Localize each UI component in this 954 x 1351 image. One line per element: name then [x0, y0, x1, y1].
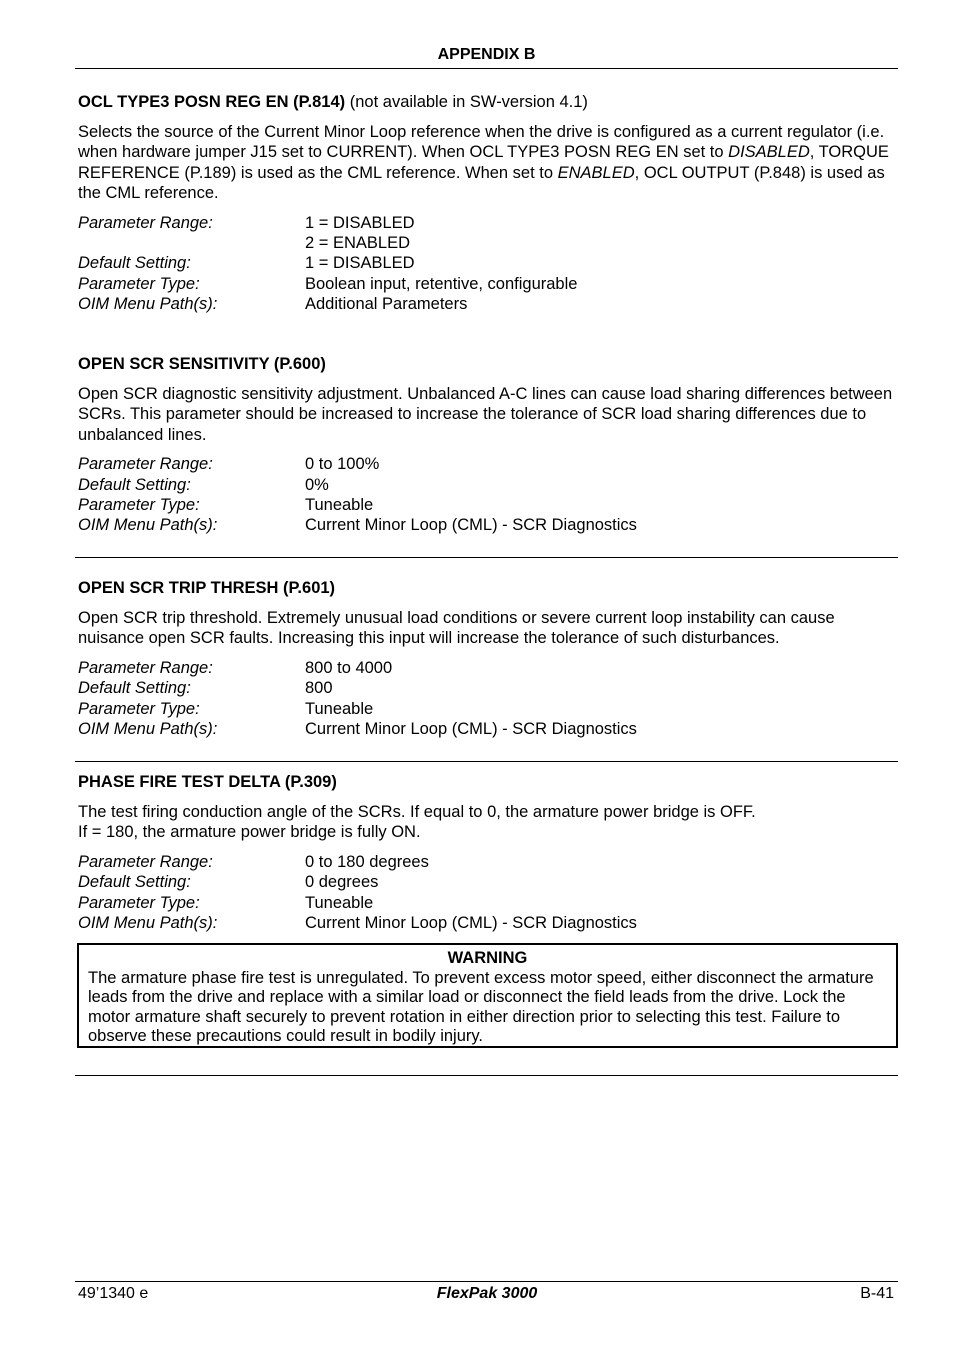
param-row: Parameter Range: 800 to 4000	[78, 658, 393, 677]
section-title-note: (not available in SW-version 4.1)	[349, 93, 588, 111]
param-row: Default Setting: 1 = DISABLED	[78, 254, 415, 273]
product-name: FlexPak 3000	[436, 1285, 538, 1302]
param-row: Parameter Range: 1 = DISABLED	[78, 213, 415, 232]
section-ocl-type3	[78, 92, 896, 315]
doc-number: 49’1340 e	[78, 1285, 149, 1302]
section-description: Selects the source of the Current Minor Loop reference when the drive is configured as a current regulator (i.e. when hardware jumper J15 set to CURRENT). When OCL TYPE3 POSN REG EN set to DISABLED, TORQUE REFERENCE (P.189) is used as the CML reference. When set to ENABLED, OCL OUTPUT (P.848) is used as the CML reference.	[78, 123, 889, 203]
page-number: B-41	[860, 1285, 894, 1302]
param-table	[78, 213, 896, 315]
section-description: Open SCR diagnostic sensitivity adjustment. Unbalanced A-C lines can cause load sharing differences between SCRs. This parameter should be increased to increase the tolerance of SCR load sharing differences due to unbalanced lines.	[78, 385, 893, 444]
section-title: OPEN SCR SENSITIVITY (P.600)	[78, 355, 326, 373]
section-title	[78, 92, 896, 112]
section-open-scr-trip-thresh	[78, 578, 896, 739]
section-rule	[75, 557, 898, 558]
param-row: OIM Menu Path(s): Current Minor Loop (CML) - SCR Diagnostics	[78, 516, 637, 535]
page-header: APPENDIX B	[437, 46, 536, 63]
header-rule	[75, 68, 898, 69]
section-title: PHASE FIRE TEST DELTA (P.309)	[78, 773, 337, 791]
section-title: OPEN SCR TRIP THRESH (P.601)	[78, 579, 336, 597]
param-row: OIM Menu Path(s): Additional Parameters	[78, 295, 468, 314]
param-row: Parameter Range: 0 to 100%	[78, 455, 380, 474]
footer-rule	[75, 1281, 898, 1282]
section-title-text: OCL TYPE3 POSN REG EN (P.814)	[78, 93, 346, 111]
section-phase-fire-test-delta	[78, 772, 896, 933]
param-row: OIM Menu Path(s): Current Minor Loop (CML) - SCR Diagnostics	[78, 914, 637, 933]
param-row: Default Setting: 0 degrees	[78, 873, 379, 892]
param-row: Parameter Type: Tuneable	[78, 893, 374, 912]
param-row: Parameter Type: Tuneable	[78, 496, 374, 515]
param-row: Parameter Range: 0 to 180 degrees	[78, 852, 429, 871]
section-rule	[75, 761, 898, 762]
param-row: 2 = ENABLED	[305, 234, 411, 253]
section-open-scr-sensitivity	[78, 354, 896, 536]
section-rule	[75, 1075, 898, 1076]
param-row: Default Setting: 800	[78, 679, 333, 698]
param-row: OIM Menu Path(s): Current Minor Loop (CML) - SCR Diagnostics	[78, 720, 637, 739]
section-description: Open SCR trip threshold. Extremely unusual load conditions or severe current loop instability can cause nuisance open SCR faults. Increasing this input will increase the tolerance of such disturbances.	[78, 609, 835, 648]
warning-text: The armature phase fire test is unregulated. To prevent excess motor speed, either disconnect the armature leads from the drive and replace with a similar load or disconnect the field leads from the drive. Lock the motor armature shaft securely to prevent rotation in either direction prior to selecting this test. Failure to observe these precautions could result in bodily injury.	[88, 968, 874, 1046]
param-table	[78, 454, 896, 536]
param-table	[78, 658, 896, 740]
warning-box	[77, 943, 898, 1048]
warning-title: WARNING	[447, 949, 528, 967]
param-row: Parameter Type: Boolean input, retentive, configurable	[78, 274, 578, 293]
param-row: Default Setting: 0%	[78, 475, 329, 494]
section-description: The test firing conduction angle of the SCRs. If equal to 0, the armature power bridge is OFF. If = 180, the armature power bridge is fully ON.	[78, 803, 756, 842]
param-table	[78, 852, 896, 934]
param-row: Parameter Type: Tuneable	[78, 699, 374, 718]
